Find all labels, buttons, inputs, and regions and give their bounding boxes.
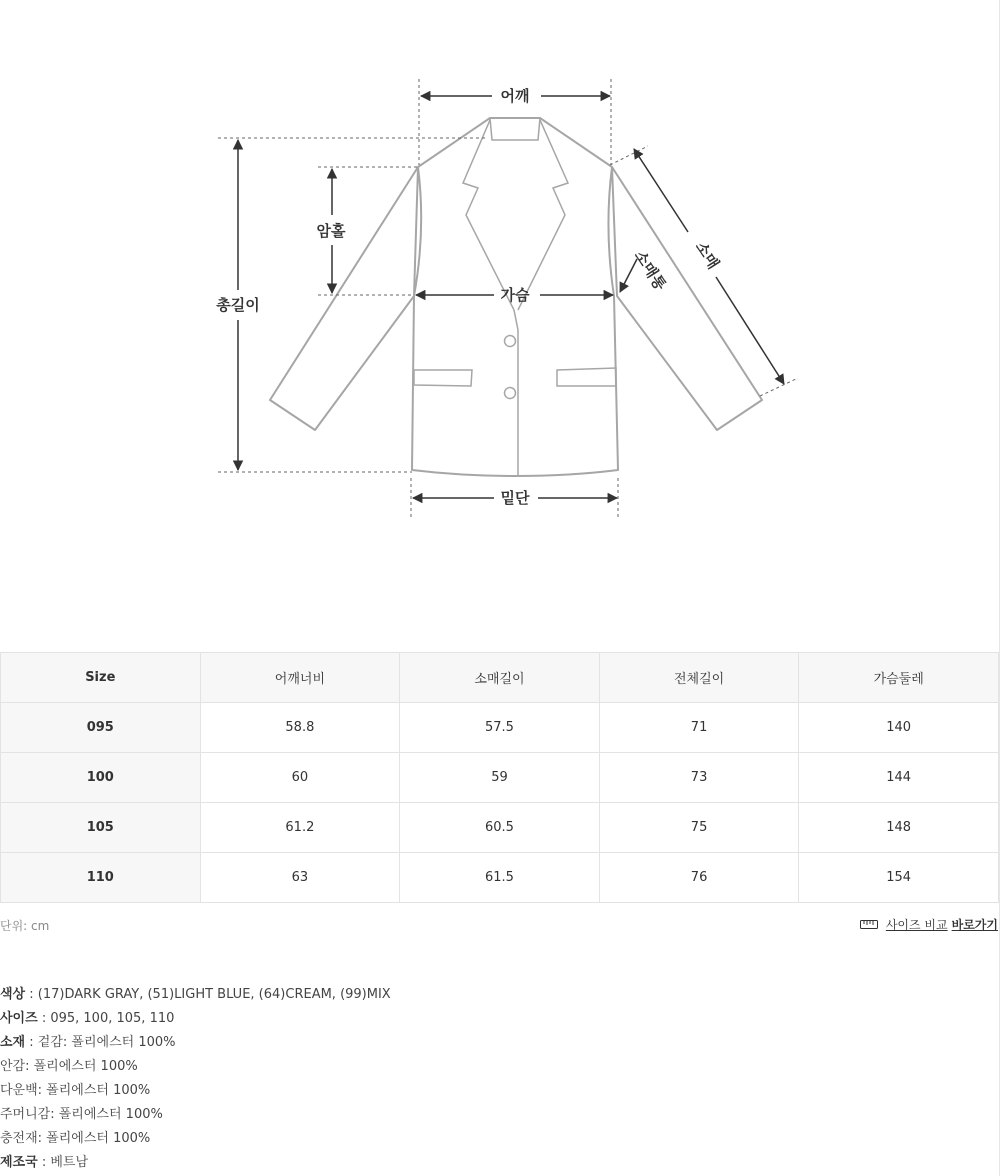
- table-cell: 110: [1, 853, 201, 903]
- table-row: [1, 753, 999, 803]
- spec-value: : 베트남: [37, 1155, 89, 1170]
- product-specs: [0, 983, 391, 1175]
- table-cell: 57.5: [400, 703, 600, 753]
- ruler-icon: [860, 920, 878, 929]
- spec-value: 다운백: 폴리에스터 100%: [0, 1083, 151, 1098]
- table-cell: 61.5: [400, 853, 600, 903]
- header-shoulder-width: 어깨너비: [200, 653, 400, 703]
- size-guide-diagram: [0, 0, 1000, 560]
- label-sleeve: 소매: [691, 238, 723, 273]
- table-cell: 154: [799, 853, 999, 903]
- table-cell: 63: [200, 853, 400, 903]
- spec-line: [0, 983, 391, 1007]
- spec-line: [0, 1103, 391, 1127]
- table-cell: 095: [1, 703, 201, 753]
- label-sleeve-width: 소매통: [630, 247, 670, 294]
- spec-key: 사이즈: [0, 1011, 38, 1026]
- header-chest: 가슴둘레: [799, 653, 999, 703]
- spec-line: [0, 1127, 391, 1151]
- table-cell: 60: [200, 753, 400, 803]
- spec-key: 제조국: [0, 1155, 38, 1170]
- label-chest: 가슴: [500, 286, 530, 304]
- spec-key: 소재: [0, 1035, 26, 1050]
- header-sleeve-length: 소매길이: [400, 653, 600, 703]
- table-row: [1, 853, 999, 903]
- table-cell: 71: [599, 703, 799, 753]
- spec-value: : (17)DARK GRAY, (51)LIGHT BLUE, (64)CREAM, (99)MIX: [25, 987, 391, 1002]
- table-row: [1, 803, 999, 853]
- spec-value: : 겉감: 폴리에스터 100%: [25, 1035, 176, 1050]
- header-size: Size: [1, 653, 201, 703]
- table-cell: 75: [599, 803, 799, 853]
- label-hem: 밑단: [500, 489, 530, 507]
- table-cell: 140: [799, 703, 999, 753]
- table-cell: 58.8: [200, 703, 400, 753]
- spec-value: 안감: 폴리에스터 100%: [0, 1059, 138, 1074]
- size-table: [0, 652, 999, 903]
- spec-line: [0, 1079, 391, 1103]
- label-shoulder: 어깨: [500, 87, 530, 105]
- unit-note: 단위: cm: [0, 919, 50, 933]
- spec-line: [0, 1031, 391, 1055]
- table-cell: 61.2: [200, 803, 400, 853]
- table-cell: 73: [599, 753, 799, 803]
- spec-value: : 095, 100, 105, 110: [37, 1011, 175, 1026]
- spec-key: 색상: [0, 987, 26, 1002]
- table-cell: 76: [599, 853, 799, 903]
- table-cell: 144: [799, 753, 999, 803]
- spec-line: [0, 1055, 391, 1079]
- size-compare-link[interactable]: [860, 916, 998, 933]
- table-cell: 59: [400, 753, 600, 803]
- spec-value: 주머니감: 폴리에스터 100%: [0, 1107, 163, 1122]
- spec-value: 충전재: 폴리에스터 100%: [0, 1131, 151, 1146]
- table-header-row: [1, 653, 999, 703]
- spec-line: [0, 1007, 391, 1031]
- table-cell: 60.5: [400, 803, 600, 853]
- size-compare-text[interactable]: 사이즈 비교: [885, 918, 948, 932]
- label-total-length: 총길이: [216, 296, 260, 314]
- go-link[interactable]: 바로가기: [951, 918, 998, 932]
- table-cell: 105: [1, 803, 201, 853]
- spec-line: [0, 1151, 391, 1175]
- table-row: [1, 703, 999, 753]
- table-cell: 100: [1, 753, 201, 803]
- table-cell: 148: [799, 803, 999, 853]
- label-armhole: 암홀: [316, 222, 346, 240]
- header-total-length: 전체길이: [599, 653, 799, 703]
